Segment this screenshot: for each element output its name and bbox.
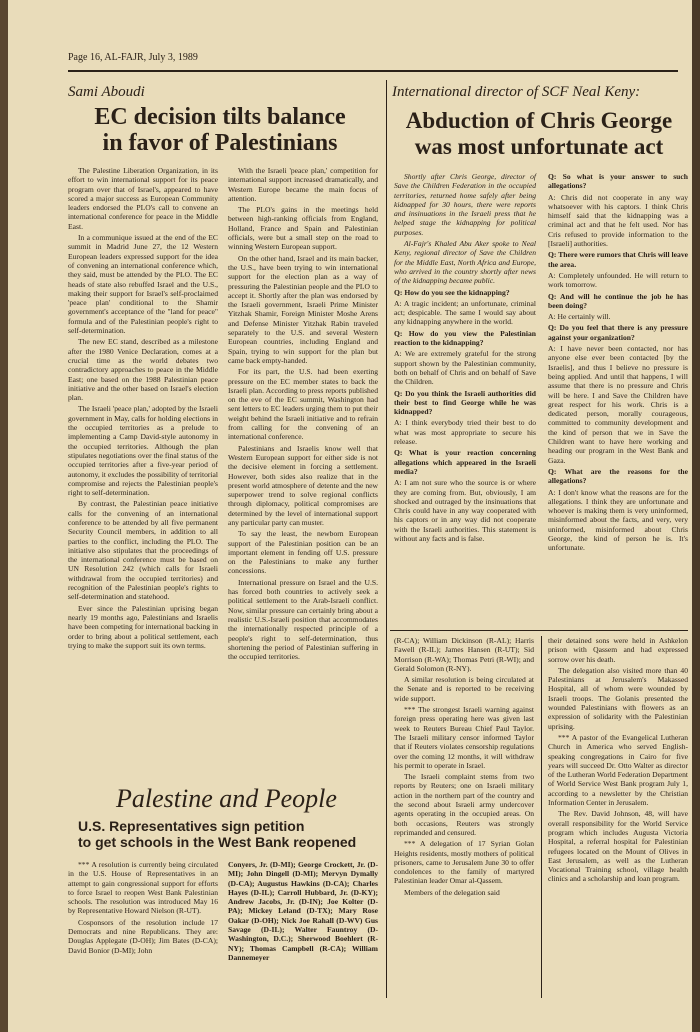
right-headline-line1: Abduction of Chris George [405,108,673,133]
right-story-column-1 [394,172,536,624]
question: Q: There were rumors that Chris will leave the area. [548,250,688,269]
paragraph: their detained sons were held in Ashkelon prison with Qassem and had expressed sorrow over his death. [548,636,688,664]
paragraph: Members of the delegation said [404,887,500,897]
question: Q: Do you think the Israeli authorities did their best to find George while he was kidnapped? [394,388,536,417]
paragraph: With the Israeli 'peace plan,' competition for international support increased dramatically, and Western Europe became the main focus of attention. [228,166,378,203]
paragraph: The PLO's gains in the meetings held between high-ranking officials from England, Holland, France and Spain and Palestinian officials, were but a small step on the road to winning Western European support. [228,205,378,252]
column-divider [541,636,542,998]
answer: A: Completely unfounded. He will return to work tomorrow. [548,270,688,290]
paragraph: *** A pastor of the Evangelical Lutheran Church in America who served English-speaking congregations in Cairo for five years will succeed Dr. Otto Walter as director of the Lutheran World Federation Department of World Service West Bank program July 1, according to a newsletter by the Christian Information Center in Jerusalem. [548,732,688,808]
paragraph: *** A resolution is currently being circulated in the U.S. House of Representatives in an attempt to gain congressional support for efforts to force Israel to reopen West Bank Palestinian schools. The resolution was introduced May 16 by Representative Howard Nielson (R-UT). [68,860,218,916]
story-divider [390,630,688,631]
answer: A: I am not sure who the source is or where they are coming from. But, obviously, I am shocked and outraged by the insinuations that Chris could have in any way cooperated with his captors or in any way did not cooperate with the Israeli authorities. This statement is without any facts and is false. [394,478,536,543]
section-column-1 [68,860,218,996]
left-headline-line1: EC decision tilts balance [94,104,346,130]
left-byline: Sami Aboudi [68,84,145,100]
right-kicker: International director of SCF Neal Keny: [392,84,641,100]
answer: A: I think everybody tried their best to do what was most appropriate to secure his release. [394,418,536,447]
paragraph: The Israeli complaint stems from two reports by Reuters; one on Israeli military action in the northern part of the country and the second about Israeli army undercover agents operating in the occupied areas. On both occasions, Reuters was strongly reprimanded and censured. [394,772,534,837]
question: Q: And will he continue the job he has been doing? [548,291,688,310]
answer: A: I have never been contacted, nor has anyone else ever been contacted [by the Israelis], and thus I believe no pressure is being applied. And until that happens, I will assume that there is no pressure and Chris will be here. I and Save the Children have great respect for his work. Chris is a dedicated person, morally courageous, committed to community development and the kind of person that we in Save the Children want to have here working and heading our program in the West Bank and Gaza. [548,344,688,465]
paragraph: Palestinians and Israelis know well that Western European support for either side is not the decisive element in forcing a settlement. However, both sides also realize that in the present world atmosphere of detente and the new superpower trend to solve regional conflicts through diplomacy, political compromises are determined by the level of international support any particular party can muster. [228,443,378,527]
paragraph: In a communique issued at the end of the EC summit in Madrid June 27, the 12 Western European leaders expressed support for the idea of convening an international conference which, they said, must be attended by the PLO. The EC heads of state also rebuffed Israel and the U.S., making their support for Israel's self-proclaimed 'peace plan' conditional to the Shamir government's acceptance of the "land for peace" formula and of the Palestinian people's right to self-determination. [68,233,218,336]
page-left-edge [0,0,8,1032]
column-divider [386,80,387,998]
section-headline-line1: U.S. Representatives sign petition [78,818,305,834]
answer: A: Chris did not cooperate in any way whatsoever with his captors. I think Chris himself said that the kidnapping was a criminal act and that he felt used. Nor has Cris refused to provide information to the [Israeli] authorities. [548,192,688,249]
section-headline [78,818,378,850]
paragraph: The Palestine Liberation Organization, in its effort to win international support for its peace program over that of Israel's, appeared to have scored a major success as European Community leaders endorsed the PLO's call to convene an international conference for peace in the Middle East. [68,166,218,231]
answer: A: He certainly will. [548,312,611,322]
section-title: Palestine and People [116,784,337,813]
right-headline-line2: was most unfortunate act [414,134,664,159]
paragraph: Ever since the Palestinian uprising began nearly 19 months ago, Palestinians and Israelis have been competing for international backing in order to bring about a political settlement, each trying to make the support suit its own terms. [68,603,218,650]
right-story-column-2 [548,172,688,624]
paragraph: Cosponsors of the resolution include 17 Democrats and nine Republicans. They are: Douglas Applegate (D-OH); Jim Bates (D-CA); David Bonior (D-MI); John [68,917,218,955]
paragraph: The delegation also visited more than 40 Palestinians at Jerusalem's Makassed Hospital, all of whom were wounded by Israeli troops. The Golanis presented the wounded Palestinians with flowers as an expression of solidarity with the Palestinian uprising. [548,665,688,731]
question: Q: How do you see the kidnapping? [394,287,510,297]
paragraph: The Israeli 'peace plan,' adopted by the Israeli government in May, calls for holding elections in the occupied territories as a prelude to implementing a Camp David-style autonomy in the occupied territories. Although the plan stipulates negotiations over the final status of the occupied territories after a five-year period of autonomy, it excludes the possibility of territorial compromise and rejects the Palestinian people's right to self-determination. [68,404,218,498]
answer: A: We are extremely grateful for the strong support shown by the Palestinian community, both on behalf of Chris and on behalf of Save the Children. [394,349,536,387]
paragraph: International pressure on Israel and the U.S. has forced both countries to actively seek a political settlement to the Arab-Israeli conflict. Now, similar pressure can certainly bring about a realistic U.S.-Israeli position that accommodates the internationally respected principle of a people's right to self-determination, thus shortening the period of Palestinian suffering in the occupied territories. [228,577,378,662]
paragraph: The Rev. David Johnson, 48, will have overall responsibility for the World Service program which includes Augusta Victoria Hospital, a referral hospital for Palestinian refugees located on the Mount of Olives in East Jerusalem, as well as the Lutheran Vocational Training school, village health clinics and a scholarship and loan program. [548,809,688,884]
left-headline-line2: in favor of Palestinians [102,130,338,156]
intro-paragraph: Al-Fajr's Khaled Abu Aker spoke to Neal Keny, regional director of Save the Children for the Middle East, North Africa and Europe, who arrived in the country shortly after news of the kidnapping became public. [394,239,536,286]
section-headline-line2: to get schools in the West Bank reopened [78,834,357,850]
answer: A: A tragic incident; an unfortunate, criminal act; despicable. The same I would say about any kidnapping anywhere in the world. [394,298,536,327]
question: Q: So what is your answer to such allegations? [548,172,688,191]
question: Q: Do you feel that there is any pressure against your organization? [548,323,688,342]
paragraph: *** A delegation of 17 Syrian Golan Heights residents, mostly mothers of political prisoners, came to Jerusalem June 30 to offer condolences to the family of martyred Palestinian leader Omar al-Qassem. [394,839,534,886]
left-headline [60,104,380,156]
answer: A: I don't know what the reasons are for the allegations. I think they are unfortunate and whoever is making them is very uninformed, misinformed about the facts, and very, very uninformed, misinformed about Chris George, the kind of person he is. It's unfortunate. [548,487,688,553]
intro-paragraph: Shortly after Chris George, director of Save the Children Federation in the occupied territories, returned home safely after being kidnapped for 30 hours, there were reports and insinuations in the Israeli press that he helped stage the kidnapping for political purposes. [394,172,536,237]
folio-rule [68,70,678,72]
paragraph: By contrast, the Palestinian peace initiative calls for the convening of an international conference to be attended by all five permanent Security Council members, in addition to all parties to the conflict, including the PLO. The initiative also stipulates that the proceedings of the international conference must be based on UN Resolution 242 (which calls for Israeli withdrawal from the occupied territories) and recognition of the Palestinian people's rights to self-determination and statehood. [68,499,218,602]
paragraph: For its part, the U.S. had been exerting pressure on the EC member states to back the Israeli plan. According to press reports published on the eve of the EC summit, Washington had sent letters to EC leaders urging them to put their weight behind the Israeli initiative and to refrain from calling for the convening of an international conference. [228,367,378,442]
question: Q: What is your reaction concerning allegations which appeared in the Israeli media? [394,448,536,476]
left-story-column-1 [68,166,218,650]
paragraph: To say the least, the newborn European support of the Palestinian position can be an important element in fending off U.S. pressure on the Palestinians to make any further concessions. [228,529,378,576]
page-folio: Page 16, AL-FAJR, July 3, 1989 [68,52,198,63]
right-headline [392,108,686,160]
paragraph: Conyers, Jr. (D-MI); George Crockett, Jr. (D-MI); John Dingell (D-MI); Mervyn Dymally (D-CA); Augustus Hawkins (D-CA); Charles Hayes (D-IL); Carroll Hubbard, Jr. (D-KY); Andrew Jacobs, Jr. (D-IN); Joe Kolter (D-PA); Mickey Leland (D-TX); Mary Rose Oakar (D-OH); Nick Joe Rahall (D-WV) Gus Savage (D-IL); Walter Fauntroy (D-Washington, D.C.); Sherwood Boehlert (R-NY); Thomas Campbell (R-CA); William Dannemeyer [228,860,378,962]
newspaper-page [8,0,692,1032]
section-column-4 [548,636,688,998]
question: Q: How do you view the Palestinian reaction to the kidnapping? [394,328,536,348]
page-right-edge [692,0,700,1032]
paragraph: On the other hand, Israel and its main backer, the U.S., have been trying to win international support for the election plan as a way of pressuring the Palestinian people and the PLO to accept it. Shortly after the plan was endorsed by the Israeli government, Israeli Prime Minister Yitzhak Shamir, Foreign Minister Moshe Arens and Defense Minister Yitzhak Rabin traveled separately to the U.S. and several Western European countries, including England and Spain, trying to win support for the plan but came back empty-handed. [228,253,378,365]
section-column-3 [394,636,534,998]
paragraph: A similar resolution is being circulated at the Senate and is reported to be receiving wide support. [394,675,534,703]
paragraph: (R-CA); William Dickinson (R-AL); Harris Fawell (R-IL); James Hansen (R-UT); Sid Morrison (R-WA); Thomas Petri (R-WI); and Gerald Solomon (R-NY). [394,636,534,673]
section-column-2 [228,860,378,996]
paragraph: *** The strongest Israeli warning against foreign press operating here was given last week to Reuters Bureau Chief Paul Taylor. The Israeli military censor informed Taylor that if Reuters violates censorship regulations over the coming 12 months, it will withdraw his permit to operate in Israel. [394,705,534,770]
paragraph: The new EC stand, described as a milestone after the 1980 Venice Declaration, comes at a crucial time as the world debates two contradictory approaches to peace in the Middle East; one based on the 1988 Palestinian peace initiative and the other based on Israel's election plan. [68,337,218,403]
question: Q: What are the reasons for the allegations? [548,466,688,486]
left-story-column-2 [228,166,378,662]
